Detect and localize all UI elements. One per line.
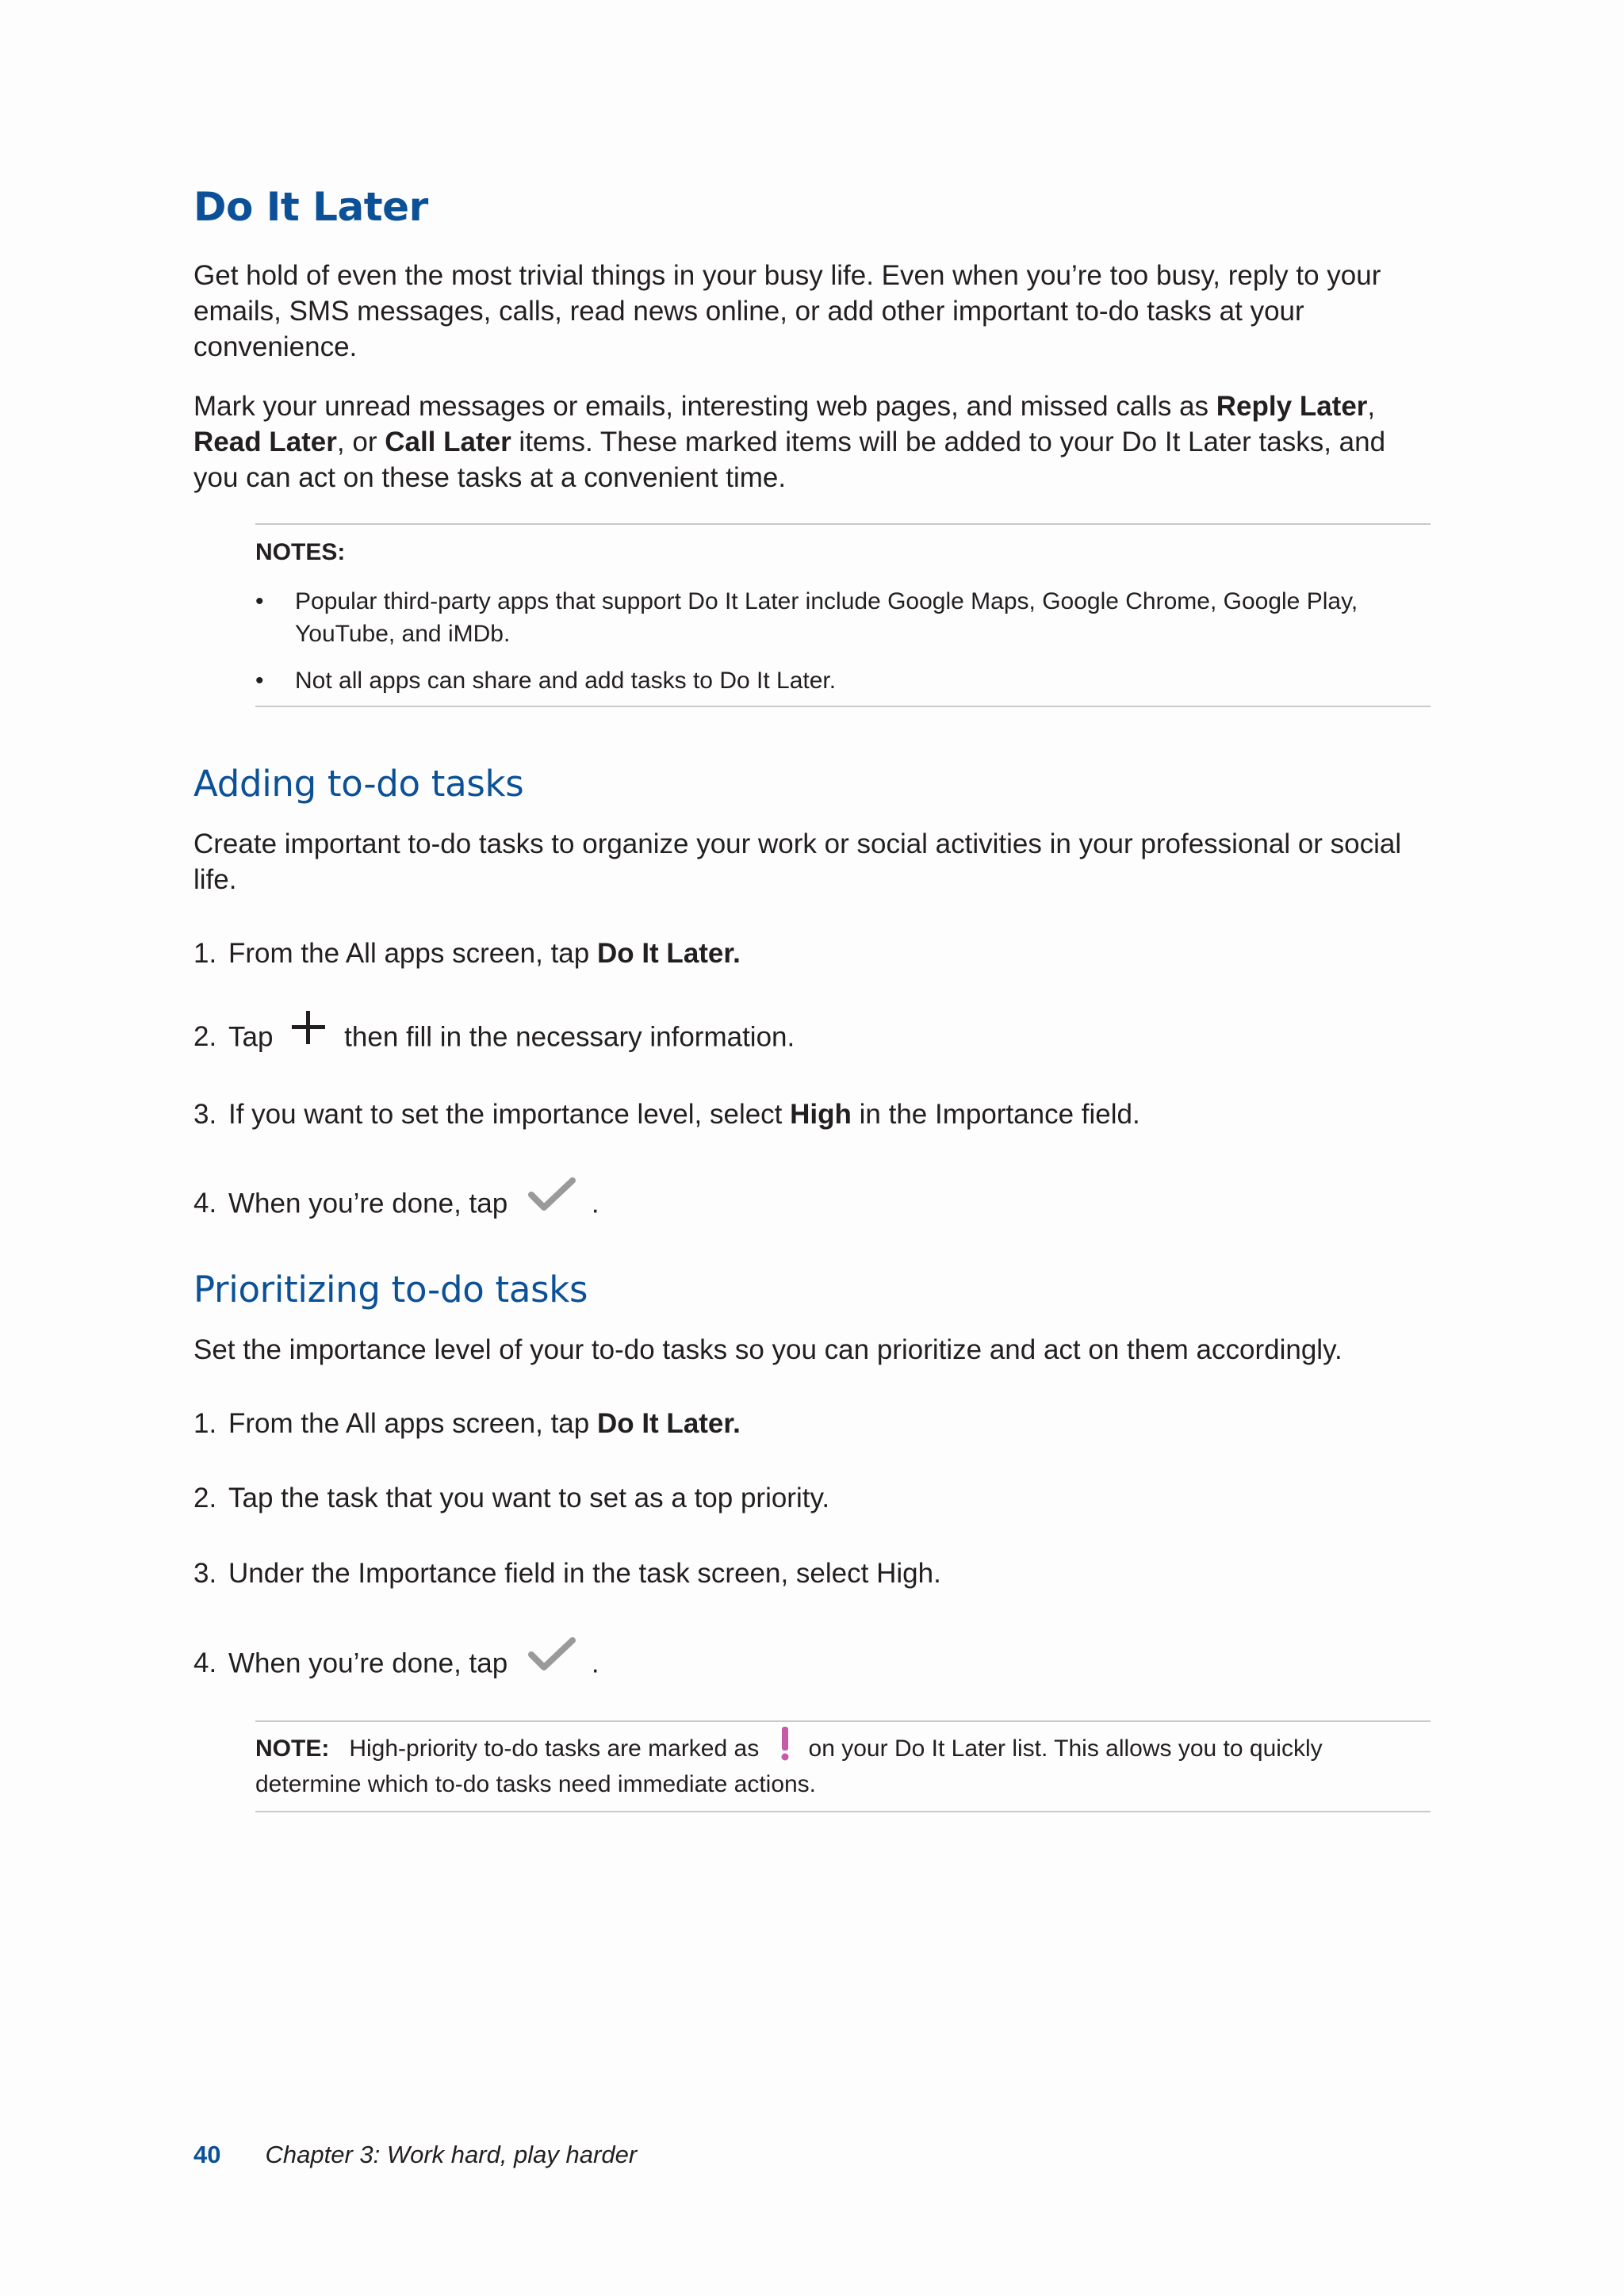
note-text: High-priority to-do tasks are marked as bbox=[349, 1735, 760, 1762]
section-heading-prioritizing: Prioritizing to-do tasks bbox=[193, 1269, 588, 1311]
notes-item-text: Popular third-party apps that support Do It Later include Google Maps, Google Chrome, Google Play, YouTube, and iMDb. bbox=[295, 588, 1358, 647]
step-number: 1. bbox=[193, 938, 217, 969]
checkmark-icon bbox=[527, 1176, 577, 1215]
intro-text: , bbox=[1367, 391, 1376, 422]
page-title: Do It Later bbox=[193, 184, 428, 230]
read-later-term: Read Later bbox=[193, 427, 337, 457]
notes-label: NOTES: bbox=[255, 539, 346, 565]
step-bold-text: High bbox=[790, 1099, 852, 1130]
section-heading-adding: Adding to-do tasks bbox=[193, 763, 524, 805]
step-text: If you want to set the importance level, select bbox=[228, 1099, 791, 1130]
step-text: From the All apps screen, tap bbox=[228, 1408, 597, 1439]
page-footer bbox=[193, 2141, 637, 2169]
note-content bbox=[255, 1732, 1431, 1800]
bullet: • bbox=[255, 588, 264, 614]
intro-text: , or bbox=[336, 427, 385, 457]
step-text: When you’re done, tap bbox=[228, 1188, 508, 1219]
plus-icon bbox=[289, 1008, 328, 1047]
prioritizing-step-4 bbox=[193, 1645, 599, 1685]
prioritizing-step-3 bbox=[193, 1556, 941, 1591]
prioritizing-step-2 bbox=[193, 1480, 829, 1516]
step-text: . bbox=[591, 1647, 599, 1679]
step-text: then fill in the necessary information. bbox=[344, 1021, 795, 1053]
intro-text: Mark your unread messages or emails, interesting web pages, and missed calls as bbox=[193, 391, 1216, 422]
call-later-term: Call Later bbox=[385, 427, 511, 457]
adding-step-4 bbox=[193, 1185, 599, 1225]
step-text: Tap the task that you want to set as a top priority. bbox=[228, 1483, 830, 1513]
reply-later-term: Reply Later bbox=[1216, 391, 1368, 422]
adding-step-2 bbox=[193, 1019, 795, 1058]
notes-item-text: Not all apps can share and add tasks to Do It Later. bbox=[295, 668, 837, 694]
intro-text: items. These marked items will be added to your Do It Later tasks, and you can act on these tasks at a convenient time. bbox=[193, 427, 1386, 493]
step-number: 3. bbox=[193, 1558, 217, 1589]
note-text: on your Do It Later list. This allows you to quickly determine which to-do tasks need immediate actions. bbox=[255, 1735, 1323, 1797]
step-number: 4. bbox=[193, 1188, 217, 1219]
step-text: From the All apps screen, tap bbox=[228, 938, 597, 969]
prioritizing-description: Set the importance level of your to-do tasks so you can prioritize and act on them accordingly. bbox=[193, 1334, 1342, 1365]
note-label: NOTE: bbox=[255, 1735, 330, 1762]
adding-description: Create important to-do tasks to organize your work or social activities in your professional or social life. bbox=[193, 828, 1402, 895]
step-text: Tap bbox=[228, 1021, 274, 1053]
note-box bbox=[255, 1720, 1431, 1812]
step-text: When you’re done, tap bbox=[228, 1647, 508, 1679]
step-number: 2. bbox=[193, 1483, 217, 1513]
adding-step-1 bbox=[193, 936, 741, 971]
step-number: 1. bbox=[193, 1408, 217, 1439]
notes-box bbox=[255, 523, 1431, 707]
checkmark-icon bbox=[527, 1636, 577, 1675]
intro-paragraph-1: Get hold of even the most trivial things in your busy life. Even when you’re too busy, reply to your emails, SMS messages, calls, read news online, or add other important to-do tasks at your convenience. bbox=[193, 260, 1381, 362]
step-bold-text: Do It Later. bbox=[596, 938, 741, 969]
bullet: • bbox=[255, 668, 264, 694]
page-number: 40 bbox=[193, 2141, 221, 2168]
chapter-title: Chapter 3: Work hard, play harder bbox=[265, 2141, 638, 2168]
step-number: 2. bbox=[193, 1021, 217, 1053]
step-bold-text: Do It Later. bbox=[596, 1408, 741, 1439]
prioritizing-step-1 bbox=[193, 1406, 741, 1441]
step-text: Under the Importance field in the task screen, select High. bbox=[228, 1558, 941, 1589]
step-number: 3. bbox=[193, 1099, 217, 1130]
exclamation-icon bbox=[777, 1725, 793, 1762]
step-text: in the Importance field. bbox=[851, 1099, 1140, 1130]
intro-paragraph-2 bbox=[193, 388, 1431, 496]
adding-step-3 bbox=[193, 1096, 1140, 1132]
step-text: . bbox=[591, 1188, 599, 1219]
step-number: 4. bbox=[193, 1647, 217, 1679]
